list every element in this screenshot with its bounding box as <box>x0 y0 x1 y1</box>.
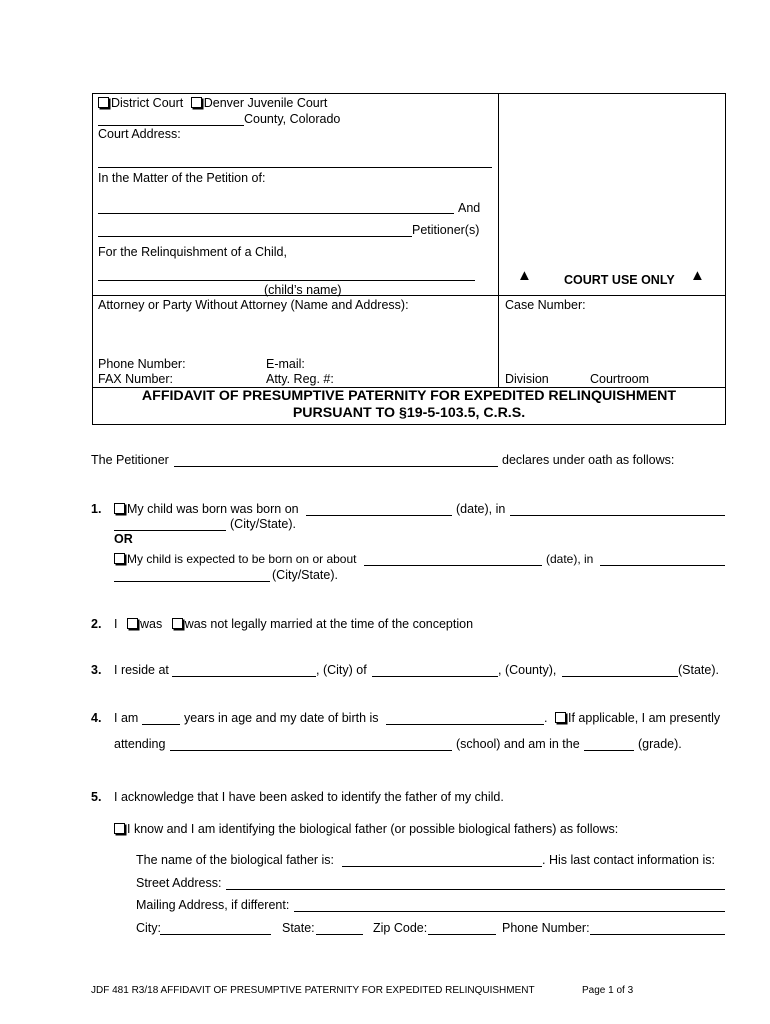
was-checkbox[interactable] <box>127 618 138 629</box>
fax-label: FAX Number: <box>98 372 174 386</box>
item2-was: was <box>139 617 163 631</box>
item4-grade-label: (grade). <box>638 737 682 751</box>
mailing-address-blank[interactable] <box>294 911 725 912</box>
was-not-checkbox[interactable] <box>172 618 183 629</box>
item1-line-b <box>114 552 356 566</box>
childs-name-label: (child’s name) <box>264 283 342 297</box>
atty-reg-label: Atty. Reg. #: <box>266 372 334 386</box>
child-name-line[interactable] <box>98 280 475 281</box>
item1-born-text: My child was born was born on <box>127 502 299 516</box>
item3-county-label: , (County), <box>498 663 557 677</box>
petitioner2-line[interactable] <box>98 236 412 237</box>
expected-place-blank[interactable] <box>600 565 725 566</box>
caption-row-divider <box>92 295 725 296</box>
item3-reside-label: I reside at <box>114 663 169 677</box>
applicable-checkbox[interactable] <box>555 712 566 723</box>
reside-city-blank[interactable] <box>372 676 498 677</box>
grade-blank[interactable] <box>584 750 634 751</box>
court-address-line[interactable] <box>98 167 492 168</box>
footer-form-id: JDF 481 R3/18 AFFIDAVIT OF PRESUMPTIVE PATERNITY FOR EXPEDITED RELINQUISHMENT <box>91 985 535 996</box>
item4-years-label: years in age and my date of birth is <box>184 711 379 725</box>
denver-juvenile-label: Denver Juvenile Court <box>203 96 328 110</box>
item2-line <box>114 617 473 631</box>
identify-father-checkbox[interactable] <box>114 823 125 834</box>
city-blank[interactable] <box>160 934 271 935</box>
school-blank[interactable] <box>170 750 452 751</box>
item4-dot: . <box>544 711 548 725</box>
item1-number: 1. <box>91 502 102 516</box>
item4-attending-label: attending <box>114 737 166 751</box>
item1-citystate-label: (City/State). <box>230 517 296 531</box>
district-court-checkbox[interactable] <box>98 97 109 108</box>
caption-divider <box>498 93 499 387</box>
item5-acknowledge: I acknowledge that I have been asked to identify the father of my child. <box>114 790 504 804</box>
phone-number-blank[interactable] <box>590 934 725 935</box>
form-title-line2: PURSUANT TO §19-5-103.5, C.R.S. <box>292 405 526 421</box>
item1-b-date-label: (date), in <box>546 552 594 566</box>
expected-citystate-blank[interactable] <box>114 581 270 582</box>
item4-number: 4. <box>91 711 102 725</box>
zip-label: Zip Code: <box>373 921 428 935</box>
city-label: City: <box>136 921 161 935</box>
item1-line-a <box>114 502 299 516</box>
attorney-label: Attorney or Party Without Attorney (Name and Address): <box>98 298 409 312</box>
petitioner-name-blank[interactable] <box>174 466 498 467</box>
declares-label: declares under oath as follows: <box>502 453 675 467</box>
court-use-only-label: COURT USE ONLY <box>564 273 675 287</box>
item4-school-label: (school) and am in the <box>456 737 580 751</box>
petitioners-label: Petitioner(s) <box>412 223 480 237</box>
item3-state-label: (State). <box>678 663 719 677</box>
father-name-blank[interactable] <box>342 866 542 867</box>
item4-applicable <box>555 711 720 725</box>
street-address-blank[interactable] <box>226 889 725 890</box>
dob-blank[interactable] <box>386 724 544 725</box>
item3-city-label: , (City) of <box>316 663 367 677</box>
item2-rest: was not legally married at the time of the conception <box>184 617 474 631</box>
email-label: E-mail: <box>266 357 305 371</box>
reside-county-blank[interactable] <box>562 676 678 677</box>
footer-page-number: Page 1 of 3 <box>582 985 634 996</box>
county-blank[interactable] <box>98 125 244 126</box>
born-checkbox[interactable] <box>114 503 125 514</box>
left-triangle-icon: ▲ <box>517 267 532 284</box>
matter-label: In the Matter of the Petition of: <box>98 171 266 185</box>
item1-b-citystate-label: (City/State). <box>272 568 338 582</box>
item5-know-text: I know and I am identifying the biological father (or possible biological fathers) as follows: <box>127 822 619 836</box>
division-label: Division <box>505 372 549 386</box>
case-number-label: Case Number: <box>505 298 586 312</box>
age-blank[interactable] <box>142 724 180 725</box>
birth-date-blank[interactable] <box>306 515 452 516</box>
item2-number: 2. <box>91 617 102 631</box>
item1-date-label: (date), in <box>456 502 506 516</box>
state-blank[interactable] <box>316 934 363 935</box>
courtroom-label: Courtroom <box>590 372 650 386</box>
expected-checkbox[interactable] <box>114 553 125 564</box>
county-label: County, Colorado <box>244 112 341 126</box>
reside-address-blank[interactable] <box>172 676 316 677</box>
item5-know <box>114 822 618 836</box>
item5-number: 5. <box>91 790 102 804</box>
item1-expected-text: My child is expected to be born on or about <box>127 552 357 566</box>
denver-juvenile-checkbox[interactable] <box>191 97 202 108</box>
father-contact-label: . His last contact information is: <box>542 853 715 867</box>
relinquishment-label: For the Relinquishment of a Child, <box>98 245 287 259</box>
state-label: State: <box>282 921 315 935</box>
form-title-line1: AFFIDAVIT OF PRESUMPTIVE PATERNITY FOR EXPEDITED RELINQUISHMENT <box>141 388 677 404</box>
item4-iam-label: I am <box>114 711 139 725</box>
district-court-label: District Court <box>111 96 184 110</box>
zip-blank[interactable] <box>428 934 496 935</box>
court-address-label: Court Address: <box>98 127 181 141</box>
expected-date-blank[interactable] <box>364 565 542 566</box>
item2-i: I <box>114 617 118 631</box>
right-triangle-icon: ▲ <box>690 267 705 284</box>
phone-number-label: Phone Number: <box>502 921 590 935</box>
court-options <box>98 96 327 110</box>
birth-place-blank[interactable] <box>510 515 725 516</box>
mailing-address-label: Mailing Address, if different: <box>136 898 290 912</box>
item4-applicable-text: If applicable, I am presently <box>568 711 721 725</box>
street-address-label: Street Address: <box>136 876 222 890</box>
or-label: OR <box>114 532 133 546</box>
petitioner-label: The Petitioner <box>91 453 169 467</box>
item3-number: 3. <box>91 663 102 677</box>
father-name-label: The name of the biological father is: <box>136 853 335 867</box>
birth-citystate-blank[interactable] <box>114 530 226 531</box>
phone-label: Phone Number: <box>98 357 186 371</box>
and-label: And <box>458 201 481 215</box>
petitioner1-line[interactable] <box>98 213 454 214</box>
